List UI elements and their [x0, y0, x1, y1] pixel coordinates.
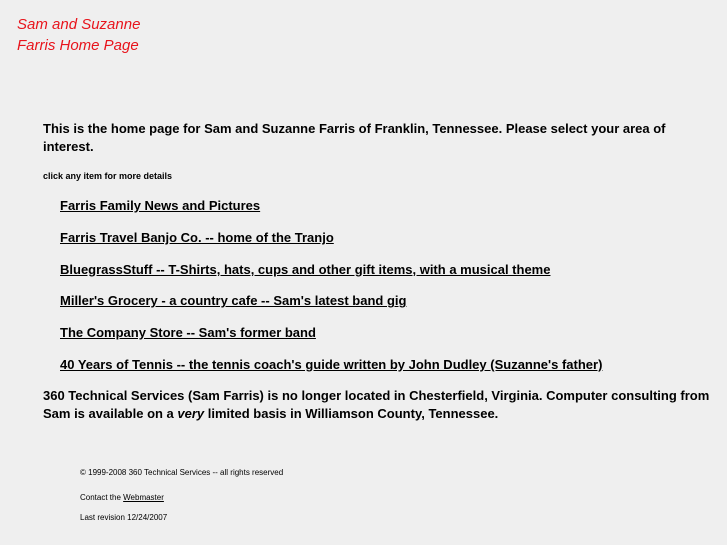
notice-text — [43, 387, 723, 423]
last-revision: Last revision 12/24/2007 — [80, 513, 168, 522]
list-item — [60, 356, 602, 388]
notice-after: limited basis in Williamson County, Tennessee. — [204, 406, 499, 421]
site-title-line2: Farris Home Page — [17, 37, 139, 54]
interest-links — [60, 197, 602, 388]
list-item — [60, 324, 602, 356]
list-item — [60, 229, 602, 261]
hint-text: click any item for more details — [43, 171, 173, 181]
contact-prefix: Contact the — [80, 493, 124, 502]
link-company-store[interactable]: The Company Store -- Sam's former band — [60, 325, 316, 341]
link-family-news[interactable]: Farris Family News and Pictures — [60, 198, 261, 213]
link-bluegrass-stuff[interactable]: BluegrassStuff -- T-Shirts, hats, cups and other gift items, with a musical theme — [60, 261, 551, 277]
notice-emphasis: very — [177, 406, 205, 421]
intro-text: This is the home page for Sam and Suzanne Farris of Franklin, Tennessee. Please select your area of interest. — [43, 121, 666, 154]
site-title — [17, 14, 140, 56]
list-item — [60, 292, 602, 324]
link-millers-grocery[interactable]: Miller's Grocery - a country cafe -- Sam's latest band gig — [60, 293, 407, 309]
copyright-text: © 1999-2008 360 Technical Services -- all rights reserved — [80, 468, 284, 477]
link-years-of-tennis[interactable]: 40 Years of Tennis -- the tennis coach's guide written by John Dudley (Suzanne's father) — [60, 356, 603, 372]
site-title-line1: Sam and Suzanne — [17, 16, 141, 33]
list-item — [60, 261, 602, 293]
contact-line — [80, 492, 164, 503]
notice-before: 360 Technical Services (Sam Farris) is no longer located in Chesterfield, Virginia. Computer consulting from Sam is available on a — [43, 388, 710, 421]
link-travel-banjo[interactable]: Farris Travel Banjo Co. -- home of the Tranjo — [60, 229, 334, 245]
webmaster-link[interactable]: Webmaster — [123, 493, 164, 502]
list-item — [60, 197, 602, 229]
